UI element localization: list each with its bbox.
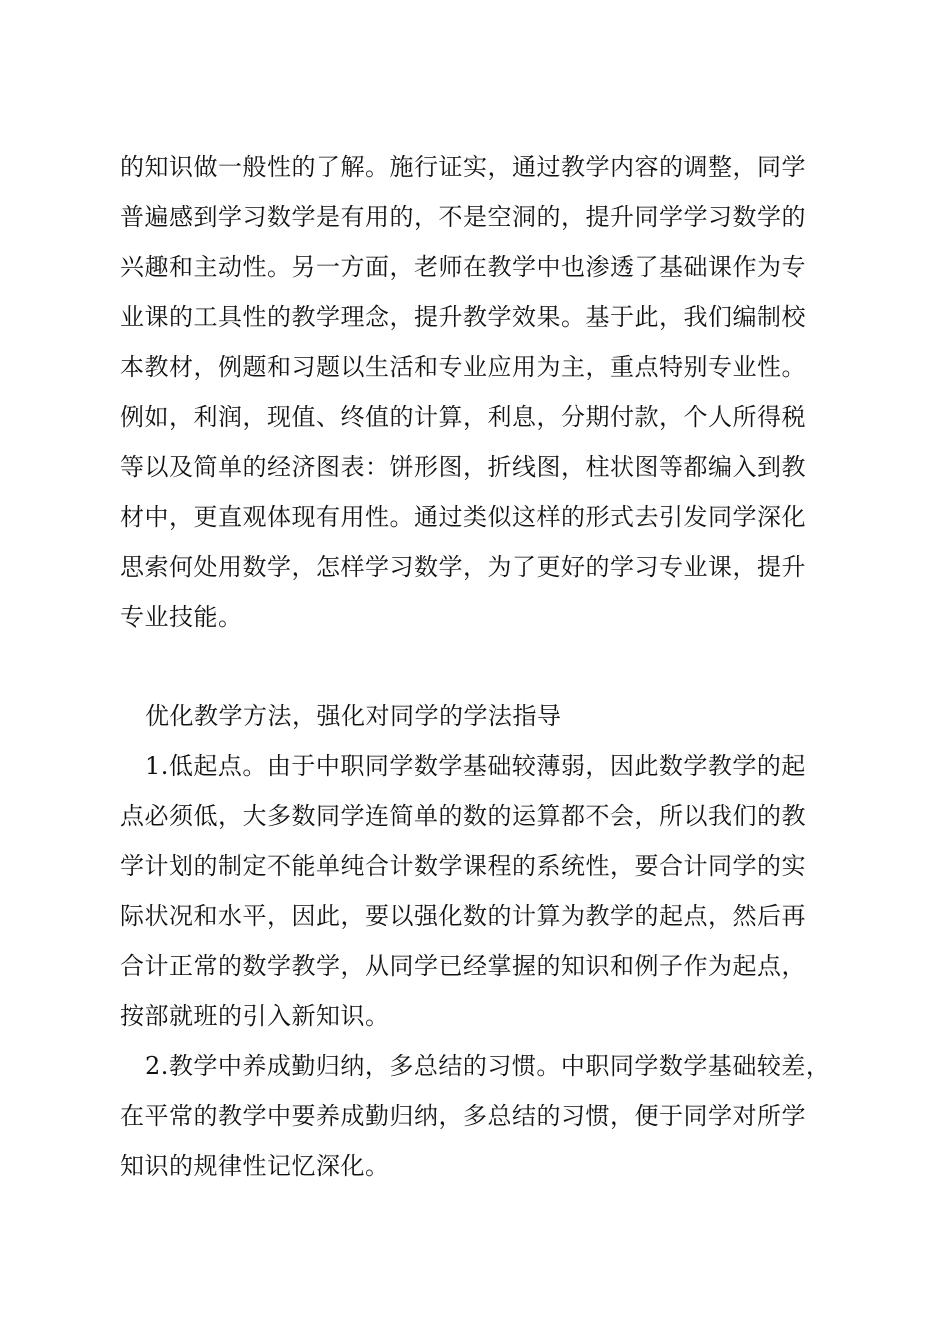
paragraph-line: 普遍感到学习数学是有用的，不是空洞的，提升同学学习数学的 xyxy=(120,203,806,231)
paragraph-line: 专业技能。 xyxy=(120,603,243,631)
paragraph-line: 材中，更直观体现有用性。通过类似这样的形式去引发同学深化 xyxy=(120,503,806,531)
paragraph-line: 例如，利润，现值、终值的计算，利息，分期付款，个人所得税 xyxy=(120,403,806,431)
paragraph-line: 思索何处用数学，怎样学习数学，为了更好的学习专业课，提升 xyxy=(120,553,806,581)
list-item-line: 学计划的制定不能单纯合计数学课程的系统性，要合计同学的实 xyxy=(120,852,806,880)
list-item-line: 际状况和水平，因此，要以强化数的计算为教学的起点，然后再 xyxy=(120,902,806,930)
paragraph-line: 等以及简单的经济图表：饼形图，折线图，柱状图等都编入到教 xyxy=(120,453,806,481)
paragraph-line: 兴趣和主动性。另一方面，老师在教学中也渗透了基础课作为专 xyxy=(120,253,806,281)
paragraph-line: 的知识做一般性的了解。施行证实，通过教学内容的调整，同学 xyxy=(120,153,806,181)
list-item-line: 点必须低，大多数同学连简单的数的运算都不会，所以我们的教 xyxy=(120,802,806,830)
paragraph-line: 业课的工具性的教学理念，提升教学效果。基于此，我们编制校 xyxy=(120,303,806,331)
list-item-line: 知识的规律性记忆深化。 xyxy=(120,1152,390,1180)
list-item-line: 按部就班的引入新知识。 xyxy=(120,1002,390,1030)
list-item-line: 2.教学中养成勤归纳，多总结的习惯。中职同学数学基础较差， xyxy=(145,1052,831,1080)
list-item-line: 在平常的教学中要养成勤归纳，多总结的习惯，便于同学对所学 xyxy=(120,1102,806,1130)
list-item-line: 1.低起点。由于中职同学数学基础较薄弱，因此数学教学的起 xyxy=(145,752,806,780)
paragraph-line: 本教材，例题和习题以生活和专业应用为主，重点特别专业性。 xyxy=(120,353,806,381)
list-item-line: 合计正常的数学教学，从同学已经掌握的知识和例子作为起点， xyxy=(120,952,806,980)
section-heading: 优化教学方法，强化对同学的学法指导 xyxy=(145,702,562,730)
